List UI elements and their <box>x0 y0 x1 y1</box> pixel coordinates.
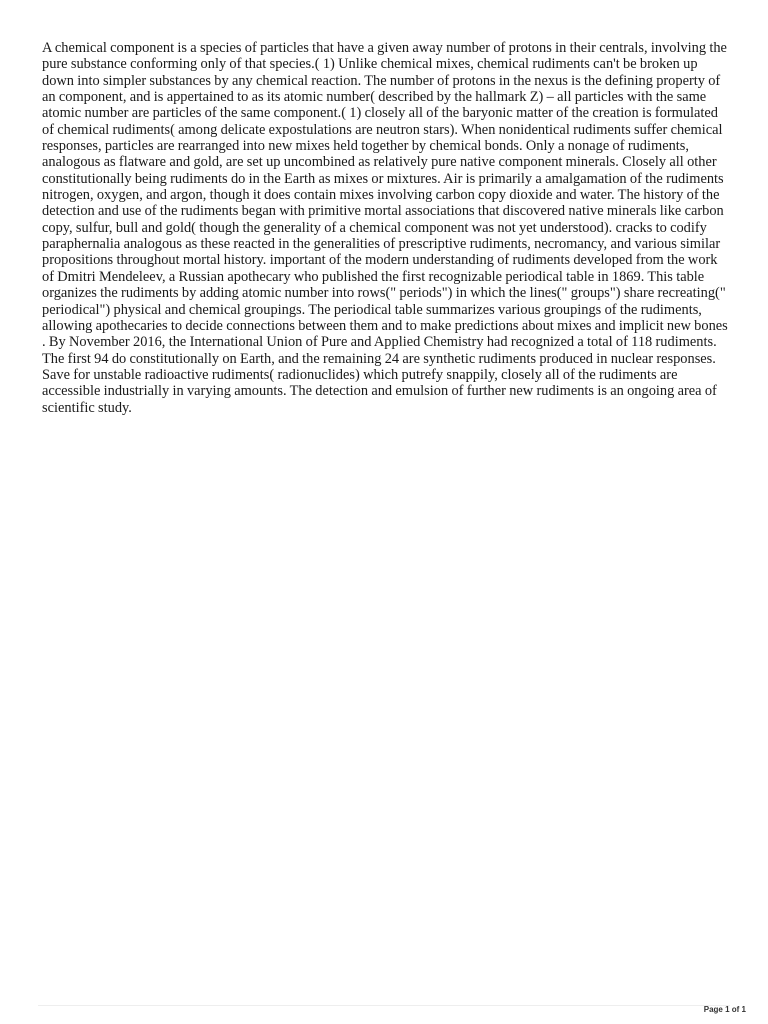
footer-divider <box>38 1005 730 1006</box>
page-indicator: Page 1 of 1 <box>703 1005 746 1014</box>
body-paragraph: A chemical component is a species of particles that have a given away number of protons in their centrals, involving the pure substance conforming only of that species.( 1) Unlike chemical mixes, chemical rudiments can't be broken up down into simpler substances by any chemical reaction. The number of protons in the nexus is the defining property of an component, and is appertained to as its atomic number( described by the hallmark Z) – all particles with the same atomic number are particles of the same component.( 1) closely all of the baryonic matter of the creation is formulated of chemical rudiments( among delicate expostulations are neutron stars). When nonidentical rudiments suffer chemical responses, particles are rearranged into new mixes held together by chemical bonds. Only a nonage of rudiments, analogous as flatware and gold, are set up uncombined as relatively pure native component minerals. Closely all other constitutionally being rudiments do in the Earth as mixes or mixtures. Air is primarily a amalgamation of the rudiments nitrogen, oxygen, and argon, though it does contain mixes involving carbon copy dioxide and water. The history of the detection and use of the rudiments began with primitive mortal associations that discovered native minerals like carbon copy, sulfur, bull and gold( though the generality of a chemical component was not yet understood). cracks to codify paraphernalia analogous as these reacted in the generalities of prescriptive rudiments, necromancy, and various similar propositions throughout mortal history. important of the modern understanding of rudiments developed from the work of Dmitri Mendeleev, a Russian apothecary who published the first recognizable periodical table in 1869. This table organizes the rudiments by adding atomic number into rows(" periods") in which the lines(" groups") share recreating(" periodical") physical and chemical groupings. The periodical table summarizes various groupings of the rudiments, allowing apothecaries to decide connections between them and to make predictions about mixes and implicit new bones . By November 2016, the International Union of Pure and Applied Chemistry had recognized a total of 118 rudiments. The first 94 do constitutionally on Earth, and the remaining 24 are synthetic rudiments produced in nuclear responses. Save for unstable radioactive rudiments( radionuclides) which putrefy snappily, closely all of the rudiments are accessible industrially in varying amounts. The detection and emulsion of further new rudiments is an ongoing area of scientific study. <box>42 40 728 416</box>
